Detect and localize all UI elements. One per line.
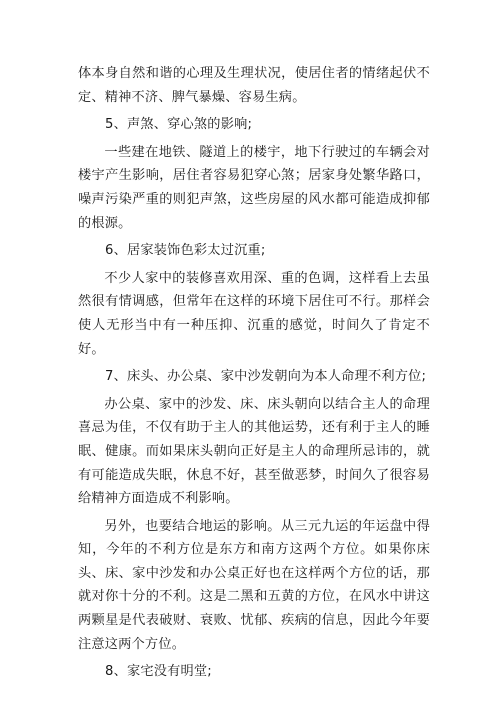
section-heading-8: 8、家宅没有明堂; — [105, 664, 212, 680]
paragraph-decor-color: 不少人家中的装修喜欢用深、重的色调，这样看上去虽然很有情调感，但常年在这样的环境下居住可不行。那样会使人无形当中有一种压抑、沉重的感觉，时间久了肯定不好。 — [78, 270, 430, 357]
section-heading-7: 7、床头、办公桌、家中沙发朝向为本人命理不利方位; — [105, 369, 427, 385]
paragraph-orientation: 办公桌、家中的沙发、床、床头朝向以结合主人的命理喜忌为佳，不仅有助于主人的其他运势，还有利于主人的睡眠、健康。而如果床头朝向正好是主人的命理所忌讳的，就有可能造成失眠，休息不好，甚至做恶梦，时间久了很容易给精神方面造成不利影响。 — [78, 396, 430, 507]
paragraph-sound-sha: 一些建在地铁、隧道上的楼宇，地下行驶过的车辆会对楼宇产生影响，居住者容易犯穿心煞；居家身处繁华路口，噪声污染严重的则犯声煞，这些房屋的风水都可能造成抑郁的根源。 — [78, 144, 430, 231]
section-heading-5: 5、声煞、穿心煞的影响; — [105, 117, 253, 133]
document-page — [78, 62, 430, 688]
section-heading-6: 6、居家装饰色彩太过沉重; — [105, 243, 266, 259]
paragraph-earth-luck: 另外，也要结合地运的影响。从三元九运的年运盘中得知，今年的不利方位是东方和南方这两个方位。如果你床头、床、家中沙发和办公桌正好也在这样两个方位的话，那就对你十分的不利。这是二黑和五黄的方位，在风水中讲这两颗星是代表破财、衰败、忧郁、疾病的信息，因此今年要注意这两个方位。 — [78, 518, 430, 652]
paragraph-intro: 体本身自然和谐的心理及生理状况，使居住者的情绪起伏不定、精神不济、脾气暴燥、容易生病。 — [78, 66, 430, 105]
